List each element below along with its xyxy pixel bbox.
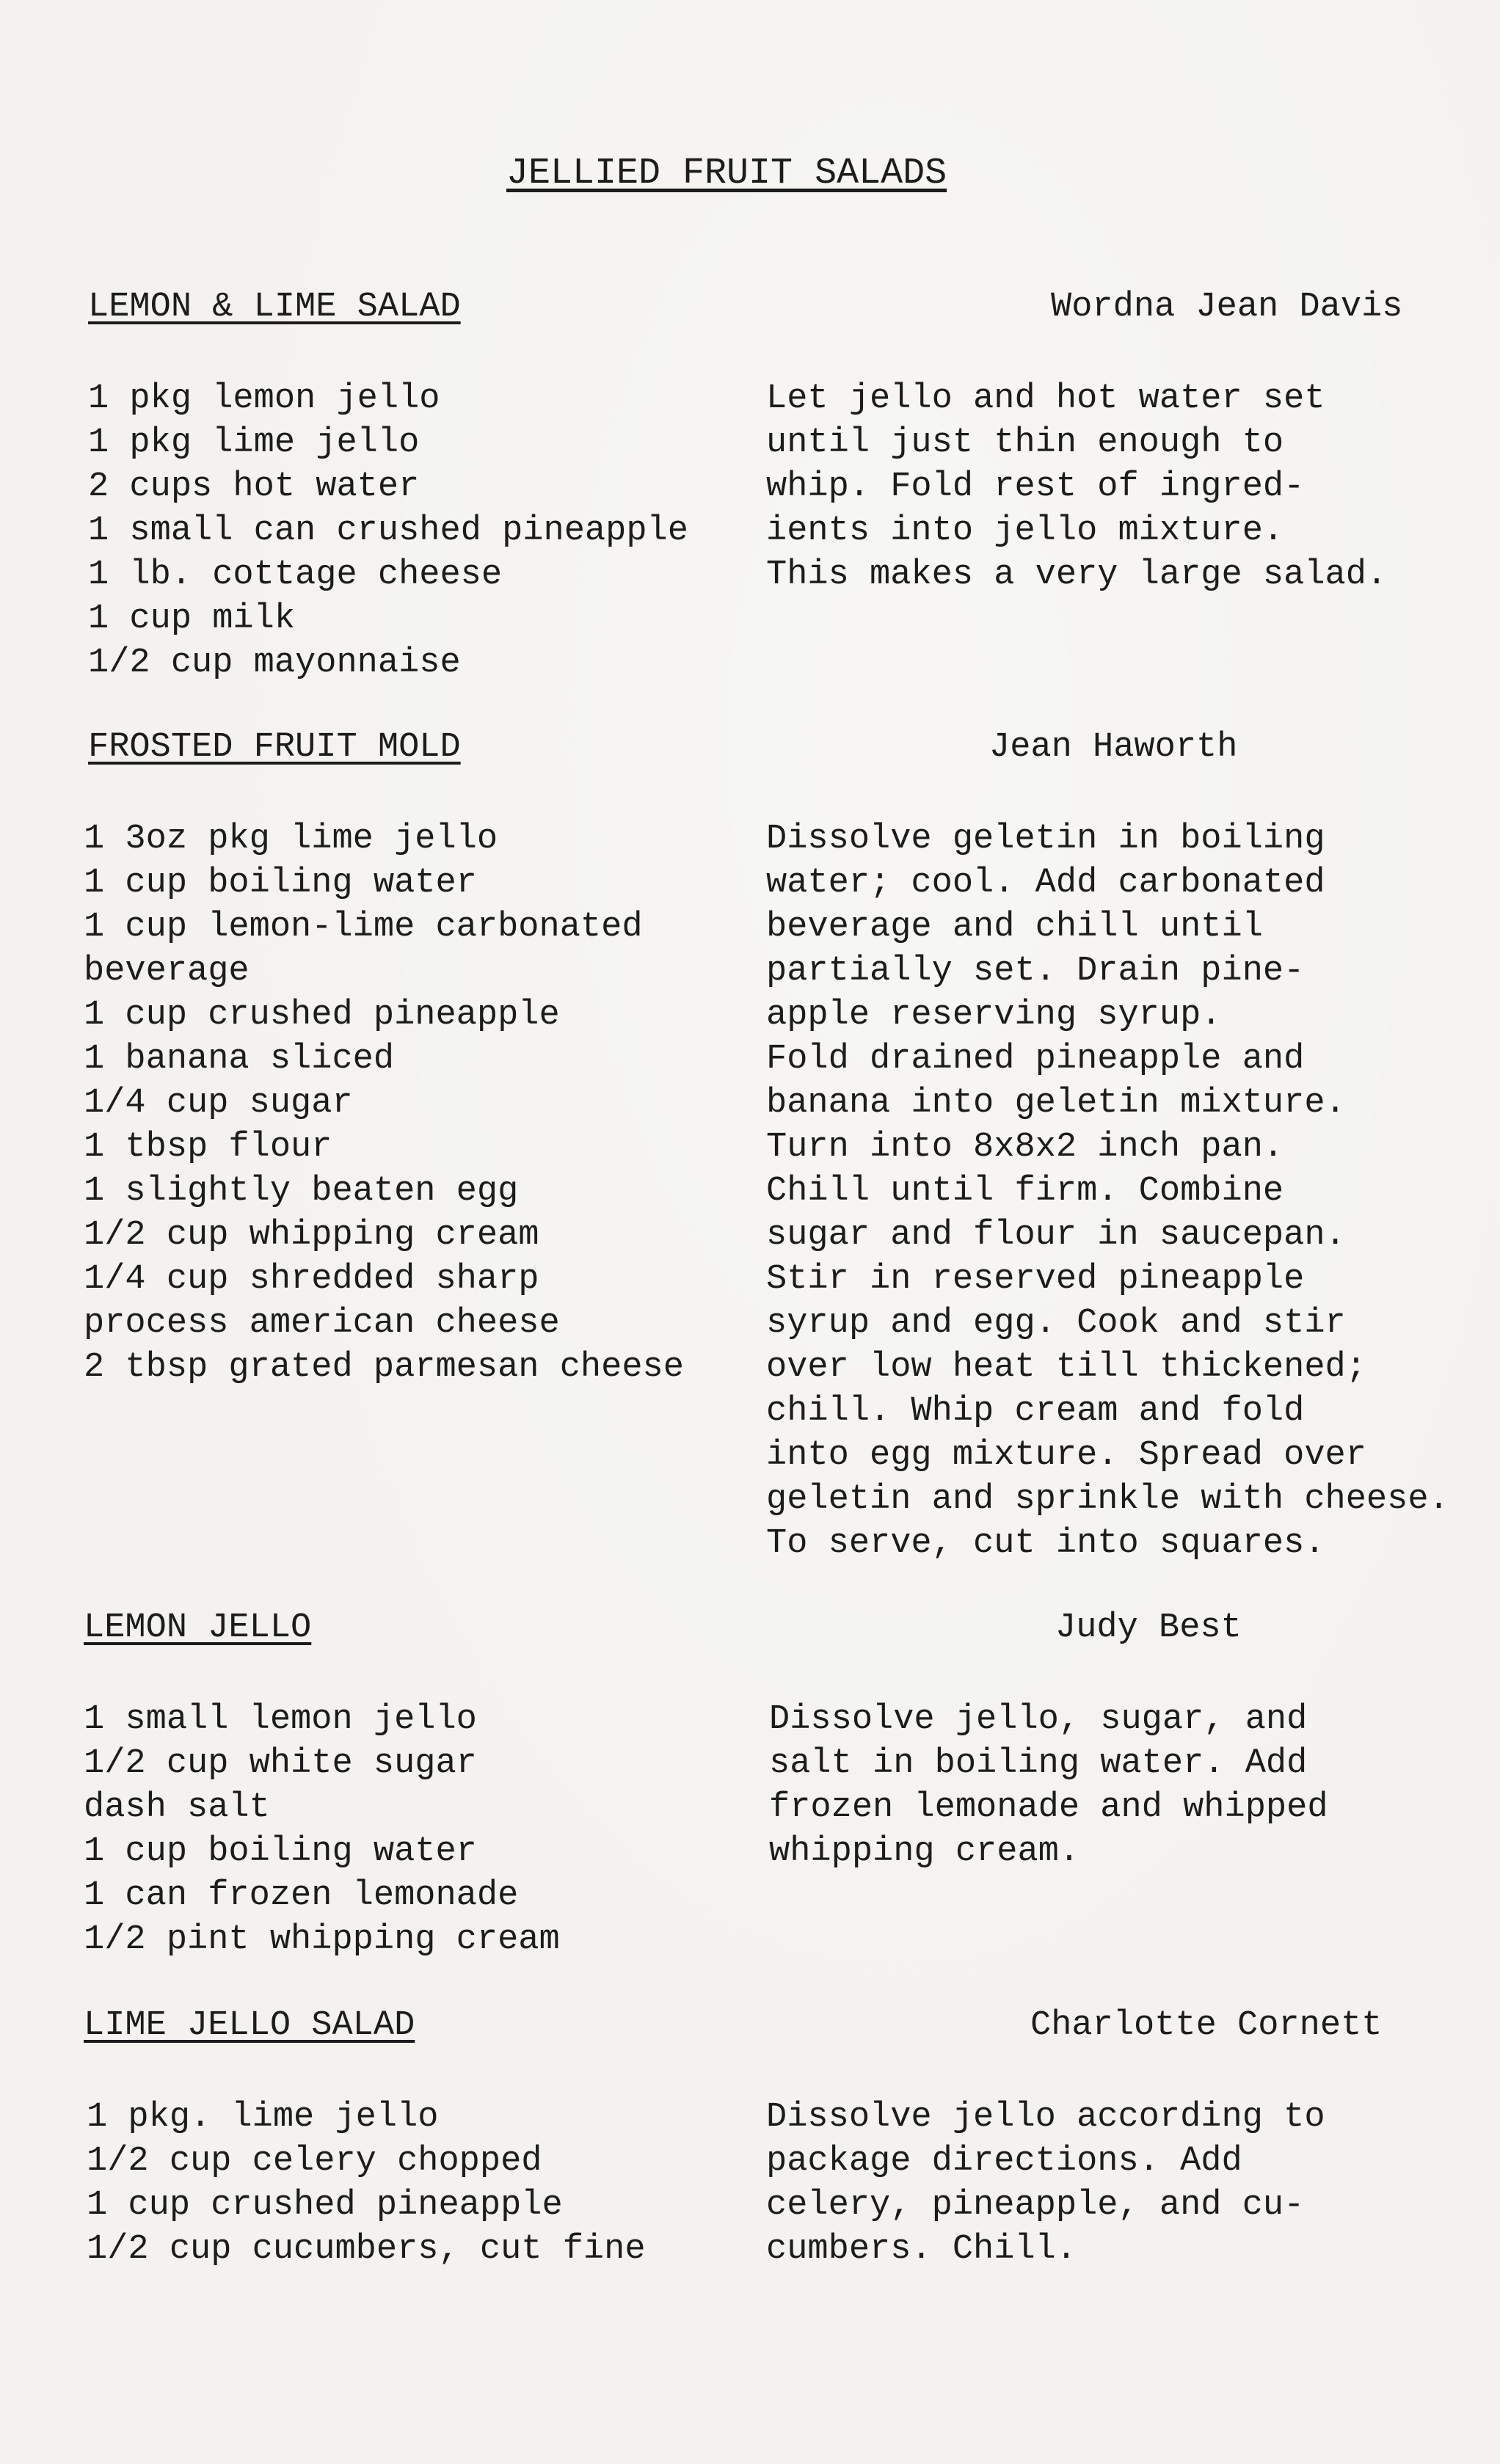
ingredient: 1 cup boiling water bbox=[84, 864, 477, 903]
direction-line: syrup and egg. Cook and stir bbox=[766, 1304, 1346, 1343]
ingredient: beverage bbox=[84, 952, 250, 991]
ingredient-list bbox=[84, 1698, 560, 1962]
direction-line: salt in boiling water. Add bbox=[769, 1744, 1308, 1783]
ingredient: process american cheese bbox=[84, 1304, 560, 1343]
direction-line: chill. Whip cream and fold bbox=[766, 1392, 1305, 1431]
ingredient: 1/2 cup celery chopped bbox=[87, 2142, 542, 2181]
ingredient: 1/2 cup mayonnaise bbox=[88, 644, 461, 682]
direction-line: until just thin enough to bbox=[766, 423, 1284, 462]
direction-line: Dissolve geletin in boiling bbox=[766, 820, 1325, 859]
ingredient: 1/2 cup white sugar bbox=[84, 1744, 477, 1783]
direction-line: partially set. Drain pine- bbox=[766, 952, 1305, 991]
recipe-author: Wordna Jean Davis bbox=[1051, 288, 1403, 327]
direction-line: ients into jello mixture. bbox=[766, 511, 1284, 550]
direction-line: To serve, cut into squares. bbox=[766, 1524, 1325, 1563]
direction-line: cumbers. Chill. bbox=[766, 2230, 1077, 2269]
ingredient: 1 pkg lime jello bbox=[88, 423, 420, 462]
ingredient: 2 cups hot water bbox=[88, 467, 420, 506]
recipe-title: LEMON & LIME SALAD bbox=[88, 288, 461, 327]
directions bbox=[769, 1698, 1328, 1874]
ingredient: 1 small can crushed pineapple bbox=[88, 511, 688, 550]
ingredient: 1/2 pint whipping cream bbox=[84, 1920, 560, 1959]
direction-line: Turn into 8x8x2 inch pan. bbox=[766, 1128, 1284, 1167]
direction-line: celery, pineapple, and cu- bbox=[766, 2186, 1305, 2225]
direction-line: This makes a very large salad. bbox=[766, 555, 1388, 594]
direction-line: whip. Fold rest of ingred- bbox=[766, 467, 1305, 506]
direction-line: whipping cream. bbox=[769, 1832, 1080, 1871]
direction-line: Stir in reserved pineapple bbox=[766, 1260, 1305, 1299]
direction-line: over low heat till thickened; bbox=[766, 1348, 1366, 1387]
ingredient-list bbox=[84, 817, 684, 1390]
ingredient: dash salt bbox=[84, 1788, 270, 1827]
page-title: JELLIED FRUIT SALADS bbox=[506, 153, 947, 194]
ingredient: 1/2 cup whipping cream bbox=[84, 1216, 539, 1255]
ingredient: 1 small lemon jello bbox=[84, 1700, 477, 1739]
direction-line: sugar and flour in saucepan. bbox=[766, 1216, 1346, 1255]
recipe-title: FROSTED FRUIT MOLD bbox=[88, 728, 461, 767]
recipe-author: Jean Haworth bbox=[989, 728, 1238, 767]
direction-line: Fold drained pineapple and bbox=[766, 1040, 1305, 1079]
direction-line: water; cool. Add carbonated bbox=[766, 864, 1325, 903]
ingredient-list bbox=[87, 2096, 646, 2272]
directions bbox=[766, 2096, 1325, 2272]
ingredient: 1/4 cup shredded sharp bbox=[84, 1260, 539, 1299]
direction-line: frozen lemonade and whipped bbox=[769, 1788, 1328, 1827]
ingredient: 1 lb. cottage cheese bbox=[88, 555, 503, 594]
direction-line: beverage and chill until bbox=[766, 908, 1263, 947]
direction-line: package directions. Add bbox=[766, 2142, 1242, 2181]
direction-line: Dissolve jello according to bbox=[766, 2098, 1325, 2137]
direction-line: into egg mixture. Spread over bbox=[766, 1436, 1366, 1475]
direction-line: banana into geletin mixture. bbox=[766, 1084, 1346, 1123]
direction-line: Chill until firm. Combine bbox=[766, 1172, 1284, 1211]
ingredient: 1 cup boiling water bbox=[84, 1832, 477, 1871]
direction-line: geletin and sprinkle with cheese. bbox=[766, 1480, 1449, 1519]
recipe-author: Charlotte Cornett bbox=[1030, 2006, 1383, 2045]
ingredient: 2 tbsp grated parmesan cheese bbox=[84, 1348, 684, 1387]
recipe-title: LEMON JELLO bbox=[84, 1608, 312, 1647]
direction-line: Let jello and hot water set bbox=[766, 379, 1325, 418]
ingredient: 1 tbsp flour bbox=[84, 1128, 332, 1167]
direction-line: Dissolve jello, sugar, and bbox=[769, 1700, 1308, 1739]
ingredient: 1 pkg lemon jello bbox=[88, 379, 440, 418]
ingredient: 1/4 cup sugar bbox=[84, 1084, 353, 1123]
ingredient: 1 slightly beaten egg bbox=[84, 1172, 519, 1211]
direction-line: apple reserving syrup. bbox=[766, 996, 1222, 1035]
ingredient: 1 cup lemon-lime carbonated bbox=[84, 908, 643, 947]
directions bbox=[766, 817, 1449, 1566]
ingredient-list bbox=[88, 377, 688, 685]
ingredient: 1 banana sliced bbox=[84, 1040, 395, 1079]
ingredient: 1 pkg. lime jello bbox=[87, 2098, 439, 2137]
ingredient: 1 can frozen lemonade bbox=[84, 1876, 519, 1915]
recipe-author: Judy Best bbox=[1055, 1608, 1242, 1647]
ingredient: 1/2 cup cucumbers, cut fine bbox=[87, 2230, 646, 2269]
ingredient: 1 cup crushed pineapple bbox=[87, 2186, 563, 2225]
ingredient: 1 cup milk bbox=[88, 599, 296, 638]
ingredient: 1 cup crushed pineapple bbox=[84, 996, 560, 1035]
directions bbox=[766, 377, 1387, 597]
ingredient: 1 3oz pkg lime jello bbox=[84, 820, 498, 859]
recipe-title: LIME JELLO SALAD bbox=[84, 2006, 415, 2045]
